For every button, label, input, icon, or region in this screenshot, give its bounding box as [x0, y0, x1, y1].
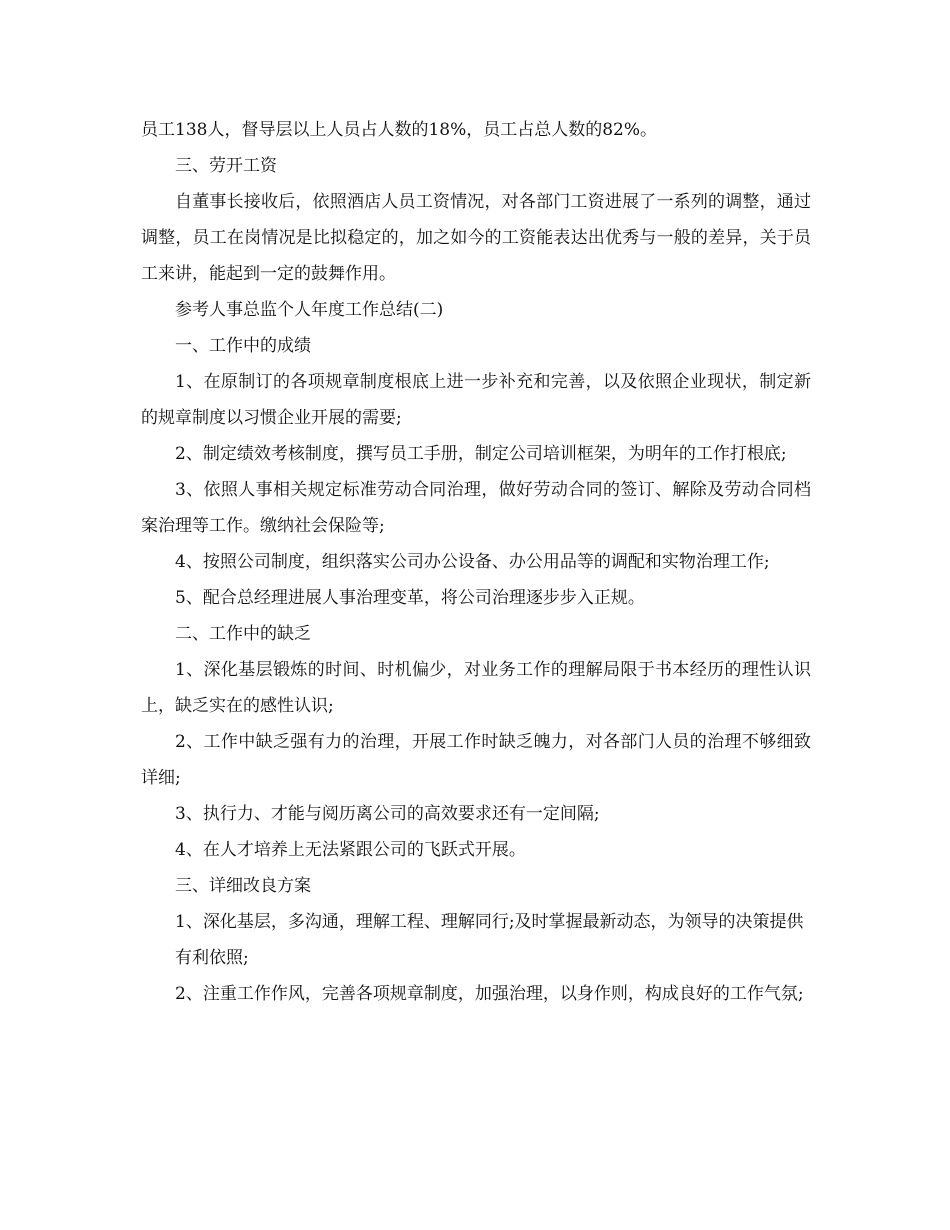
list-item-improvement-1-continued: 有利依照;	[175, 948, 249, 968]
paragraph-staff-stats: 员工138人，督导层以上人员占人数的18%，员工占总人数的82%。	[141, 120, 658, 140]
heading-achievements: 一、工作中的成绩	[175, 336, 311, 356]
list-item-achievement-3: 3、依照人事相关规定标准劳动合同治理，做好劳动合同的签订、解除及劳动合同档案治理等工作。缴纳社会保险等;	[141, 480, 811, 536]
paragraph-wage-adjustment: 自董事长接收后，依照酒店人员工资情况，对各部门工资进展了一系列的调整，通过调整，员工在岗情况是比拟稳定的，加之如今的工资能表达出优秀与一般的差异，关于员工来讲，能起到一定的鼓舞作用。	[141, 192, 811, 284]
heading-summary-two: 参考人事总监个人年度工作总结(二)	[175, 300, 444, 320]
heading-improvement-plan: 三、详细改良方案	[175, 876, 311, 896]
list-item-shortcoming-1: 1、深化基层锻炼的时间、时机偏少，对业务工作的理解局限于书本经历的理性认识上，缺乏实在的感性认识;	[141, 660, 811, 716]
heading-shortcomings: 二、工作中的缺乏	[175, 624, 311, 644]
document-body	[141, 112, 811, 1012]
list-item-achievement-1: 1、在原制订的各项规章制度根底上进一步补充和完善，以及依照企业现状，制定新的规章制度以习惯企业开展的需要;	[141, 372, 811, 428]
list-item-achievement-4: 4、按照公司制度，组织落实公司办公设备、办公用品等的调配和实物治理工作;	[175, 552, 770, 572]
list-item-achievement-5: 5、配合总经理进展人事治理变革，将公司治理逐步步入正规。	[175, 588, 645, 608]
list-item-improvement-2: 2、注重工作作风，完善各项规章制度，加强治理，以身作则，构成良好的工作气氛;	[175, 984, 804, 1004]
list-item-achievement-2: 2、制定绩效考核制度，撰写员工手册，制定公司培训框架，为明年的工作打根底;	[175, 444, 787, 464]
heading-labor-wages: 三、劳开工资	[175, 156, 277, 176]
list-item-shortcoming-2: 2、工作中缺乏强有力的治理，开展工作时缺乏魄力，对各部门人员的治理不够细致详细;	[141, 732, 811, 788]
list-item-improvement-1: 1、深化基层，多沟通，理解工程、理解同行;及时掌握最新动态，为领导的决策提供	[175, 912, 804, 932]
list-item-shortcoming-3: 3、执行力、才能与阅历离公司的高效要求还有一定间隔;	[175, 804, 600, 824]
list-item-shortcoming-4: 4、在人才培养上无法紧跟公司的飞跃式开展。	[175, 840, 526, 860]
